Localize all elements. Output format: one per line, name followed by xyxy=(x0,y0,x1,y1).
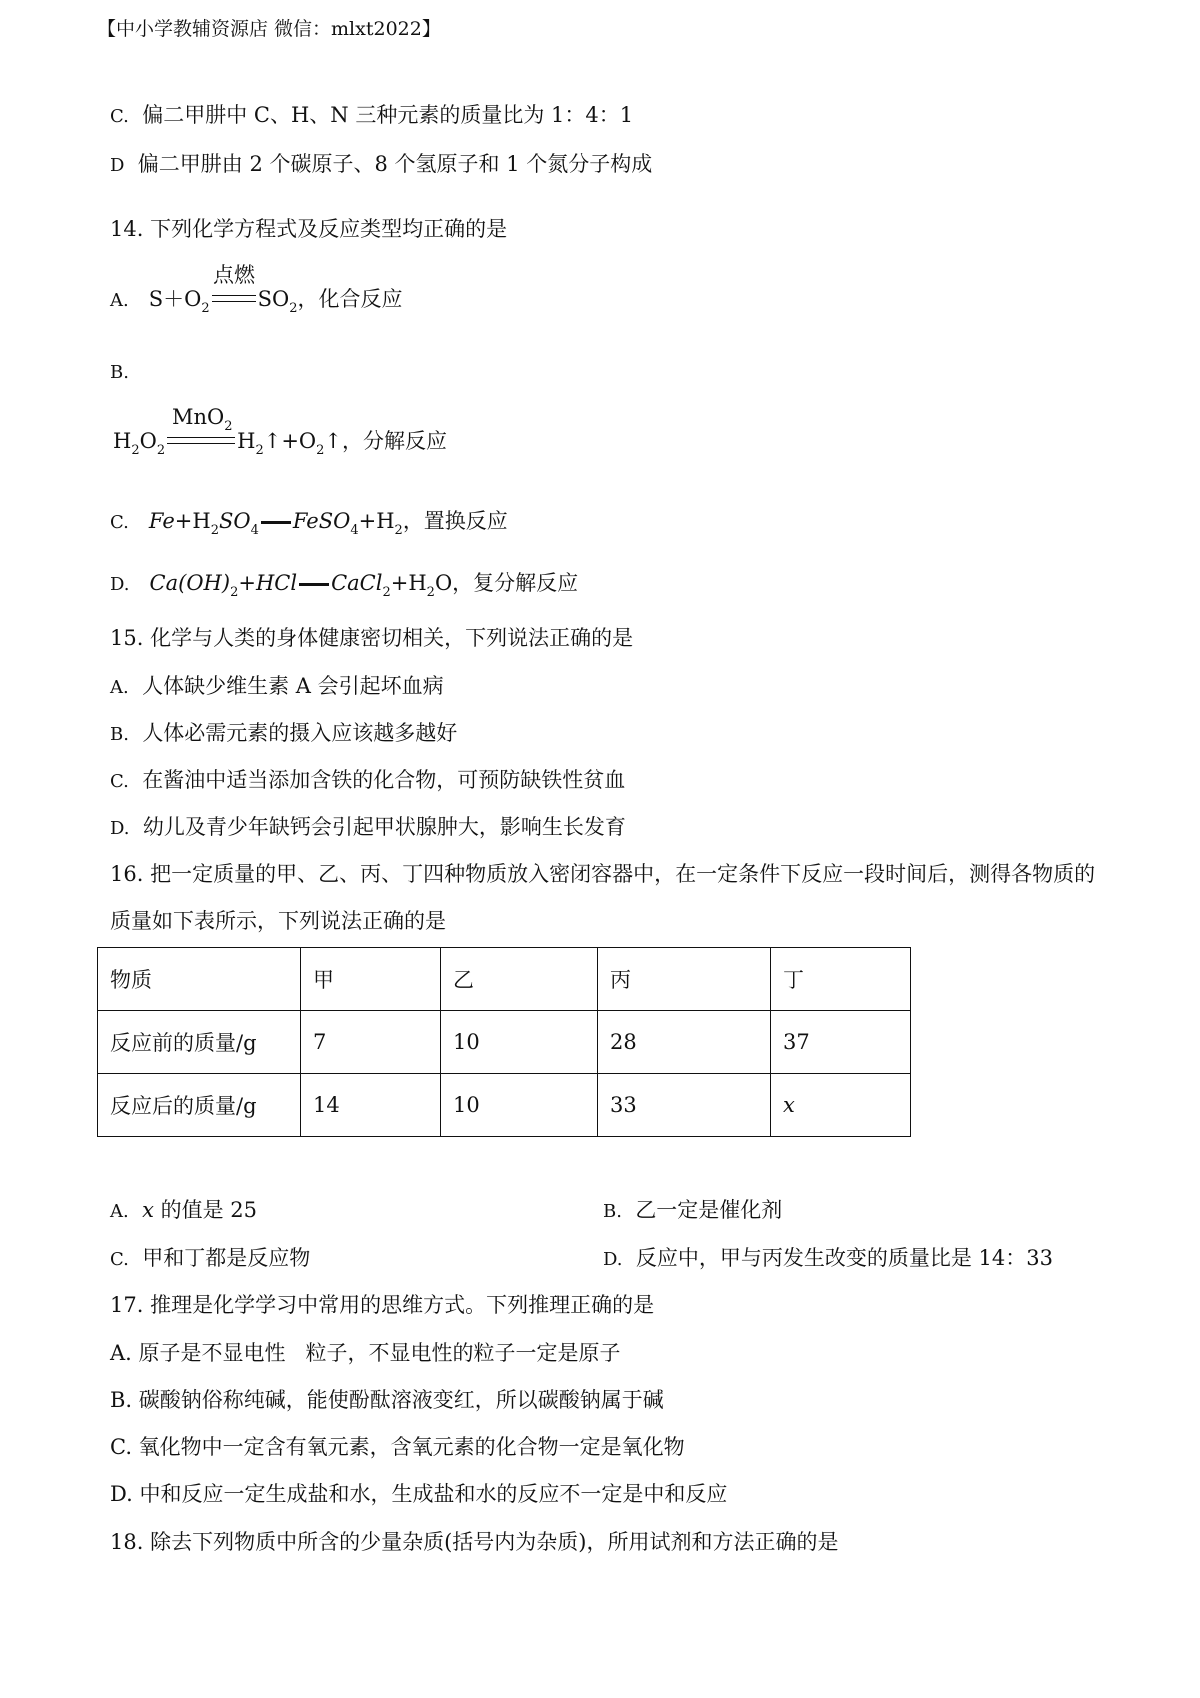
q16-stem-line1: 16. 把一定质量的甲、乙、丙、丁四种物质放入密闭容器中，在一定条件下反应一段时间后，测得各物质的 xyxy=(110,862,1096,886)
q16-option-c: C. 甲和丁都是反应物 xyxy=(110,1246,311,1270)
table-cell: 37 xyxy=(771,1011,911,1074)
table-cell: 10 xyxy=(441,1074,598,1137)
q14-option-a: A. $S+O_2$ $SO_2$，化合反应 xyxy=(110,287,403,316)
table-header-row xyxy=(98,948,911,1011)
table-row xyxy=(98,1011,911,1074)
q14-option-b: $H_2O_2$ $H_2↑+O_2↑$，分解反应 xyxy=(113,429,448,458)
q15-option-a: A. 人体缺少维生素 A 会引起坏血病 xyxy=(110,674,444,698)
q14-a-condition: 点燃 xyxy=(213,263,255,287)
q15-option-b: B. 人体必需元素的摄入应该越多越好 xyxy=(110,721,458,745)
q16-option-d: D. 反应中，甲与丙发生改变的质量比是 14：33 xyxy=(603,1246,1053,1270)
table-cell: 14 xyxy=(301,1074,441,1137)
q17-option-b: B. 碳酸钠俗称纯碱，能使酚酞溶液变红，所以碳酸钠属于碱 xyxy=(110,1388,664,1412)
equals-line xyxy=(299,583,329,586)
equation-arrow xyxy=(212,295,256,302)
table-cell: 10 xyxy=(441,1011,598,1074)
table-cell: 丙 xyxy=(598,948,771,1011)
q16-stem-line2: 质量如下表所示，下列说法正确的是 xyxy=(110,909,446,933)
q17-option-d: D. 中和反应一定生成盐和水，生成盐和水的反应不一定是中和反应 xyxy=(110,1482,728,1506)
q13-option-d: D 偏二甲肼由 2 个碳原子、8 个氢原子和 1 个氮分子构成 xyxy=(110,152,653,176)
q17-option-c: C. 氧化物中一定含有氧元素，含氧元素的化合物一定是氧化物 xyxy=(110,1435,685,1459)
q14-option-b-label: B. xyxy=(110,362,129,383)
q15-stem: 15. 化学与人类的身体健康密切相关，下列说法正确的是 xyxy=(110,626,634,650)
q16-option-a: A. x 的值是 25 xyxy=(110,1198,258,1222)
q18-stem: 18. 除去下列物质中所含的少量杂质(括号内为杂质)，所用试剂和方法正确的是 xyxy=(110,1530,839,1554)
q17-option-a: A. 原子是不显电性 粒子，不显电性的粒子一定是原子 xyxy=(110,1341,621,1365)
equals-line xyxy=(261,521,291,524)
q13-option-c: C. 偏二甲肼中 C、H、N 三种元素的质量比为 1：4：1 xyxy=(110,103,634,127)
q17-stem: 17. 推理是化学学习中常用的思维方式。下列推理正确的是 xyxy=(110,1293,655,1317)
q14-option-d: D. $Ca(OH)_2+HCl$ $CaCl_2+H_2O$，复分解反应 xyxy=(110,571,579,600)
mass-table xyxy=(97,947,911,1137)
table-cell: x xyxy=(771,1074,911,1137)
q14-option-c: C. $Fe+H_2SO_4$ $FeSO_4+H_2$，置换反应 xyxy=(110,509,508,538)
watermark-header: 【中小学教辅资源店 微信：mlxt2022】 xyxy=(97,18,441,40)
q15-option-c: C. 在酱油中适当添加含铁的化合物，可预防缺铁性贫血 xyxy=(110,768,626,792)
equation-arrow xyxy=(167,437,235,444)
q14-b-condition: MnO$_2$ xyxy=(172,405,233,434)
table-row xyxy=(98,1074,911,1137)
table-cell: 7 xyxy=(301,1011,441,1074)
table-cell: 反应后的质量/g xyxy=(98,1074,301,1137)
q14-stem: 14. 下列化学方程式及反应类型均正确的是 xyxy=(110,217,508,241)
table-cell: 物质 xyxy=(98,948,301,1011)
q15-option-d: D. 幼儿及青少年缺钙会引起甲状腺肿大，影响生长发育 xyxy=(110,815,626,839)
q16-option-b: B. 乙一定是催化剂 xyxy=(603,1198,783,1222)
table-cell: 33 xyxy=(598,1074,771,1137)
table-cell: 28 xyxy=(598,1011,771,1074)
table-cell: 乙 xyxy=(441,948,598,1011)
table-cell: 甲 xyxy=(301,948,441,1011)
table-cell: 丁 xyxy=(771,948,911,1011)
table-cell: 反应前的质量/g xyxy=(98,1011,301,1074)
